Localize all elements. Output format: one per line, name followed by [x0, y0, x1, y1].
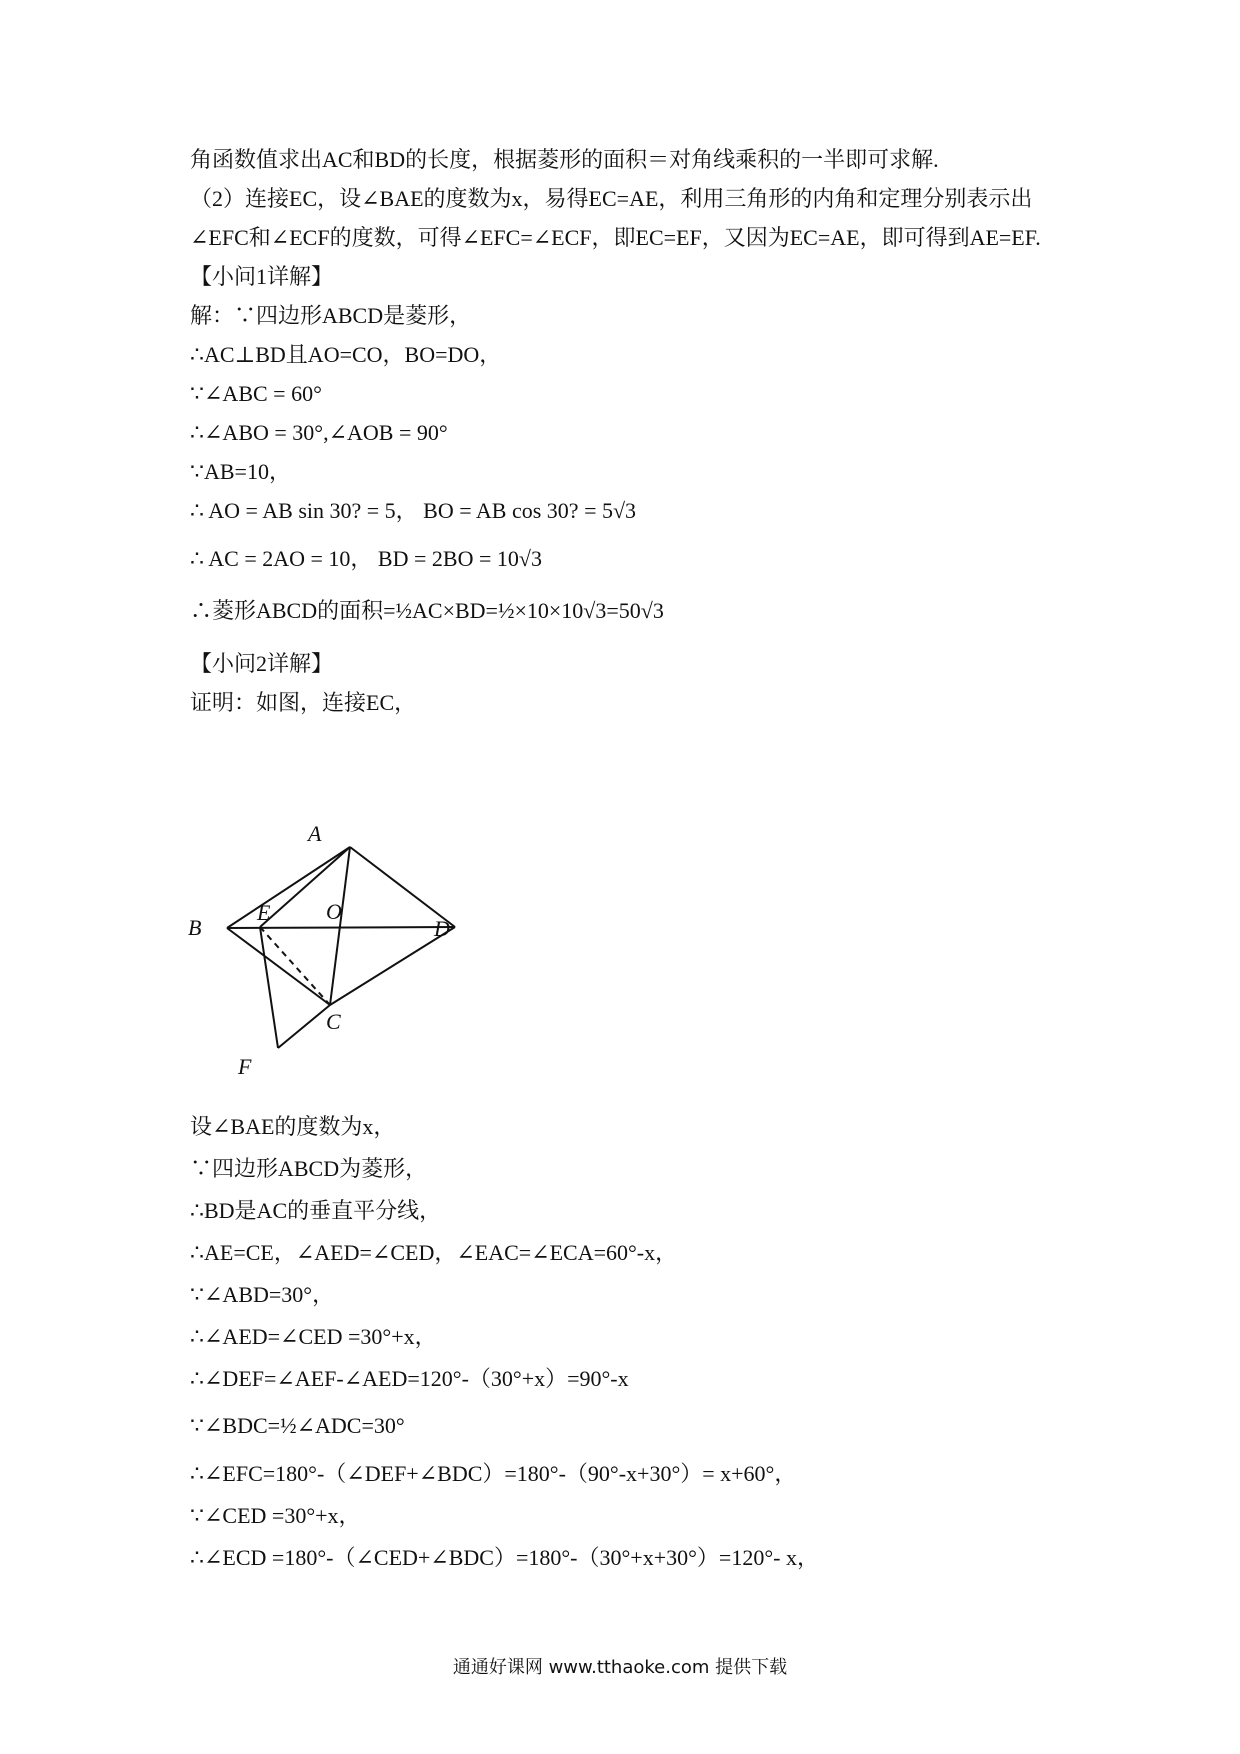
text-line-24: ∵∠CED =30°+x，	[190, 1503, 361, 1528]
text-line-25: ∴∠ECD =180°-（∠CED+∠BDC）=180°-（30°+x+30°）=120°- x，	[190, 1545, 819, 1570]
text-line-21: ∴∠DEF=∠AEF-∠AED=120°-（30°+x）=90°-x	[190, 1366, 629, 1391]
text-line-17: ∴BD是AC的垂直平分线，	[190, 1198, 442, 1223]
text-line-23: ∴∠EFC=180°-（∠DEF+∠BDC）=180°-（90°-x+30°）= x+60°，	[190, 1461, 797, 1486]
text-line-19: ∵∠ABD=30°，	[190, 1282, 335, 1307]
text-line-8: ∴∠ABO = 30°,∠AOB = 90°	[190, 420, 448, 445]
text-line-12: ∴菱形ABCD的面积=½AC×BD=½×10×10√3=50√3	[190, 598, 664, 623]
text-line-14: 证明：如图，连接EC，	[190, 690, 417, 715]
segment-fc	[278, 1005, 330, 1048]
label-e: E	[257, 900, 271, 925]
text-line-10: ∴ AO = AB sin 30? = 5， BO = AB cos 30? = 5√3	[190, 498, 637, 523]
label-d: D	[434, 916, 450, 941]
text-line-1: 角函数值求出AC和BD的长度，根据菱形的面积＝对角线乘积的一半即可求解.	[190, 147, 939, 172]
text-line-16: ∵四边形ABCD为菱形，	[190, 1156, 428, 1181]
text-line-3: ∠EFC和∠ECF的度数，可得∠EFC=∠ECF，即EC=EF，又因为EC=AE，即可得到AE=EF.	[190, 225, 1041, 250]
text-line-22: ∵∠BDC=½∠ADC=30°	[190, 1413, 405, 1438]
text-line-6: ∴AC⊥BD且AO=CO，BO=DO，	[190, 342, 502, 367]
text-line-2: （2）连接EC，设∠BAE的度数为x，易得EC=AE，利用三角形的内角和定理分别表示出	[190, 186, 1033, 211]
text-line-7: ∵∠ABC = 60°	[190, 381, 322, 406]
label-o: O	[326, 899, 342, 924]
text-line-5: 解：∵四边形ABCD是菱形，	[190, 303, 472, 328]
text-line-11: ∴ AC = 2AO = 10， BD = 2BO = 10√3	[190, 546, 542, 571]
geometry-figure	[188, 805, 500, 1085]
segment-da	[350, 847, 455, 927]
section-heading-1: 【小问1详解】	[190, 264, 334, 289]
segment-bc	[227, 928, 330, 1005]
diagonal-ac	[330, 847, 350, 1005]
label-b: B	[188, 915, 202, 940]
label-a: A	[308, 821, 322, 846]
label-c: C	[326, 1009, 341, 1034]
label-f: F	[238, 1054, 252, 1079]
section-heading-2: 【小问2详解】	[190, 651, 334, 676]
text-line-15: 设∠BAE的度数为x，	[190, 1114, 396, 1139]
text-line-18: ∴AE=CE，∠AED=∠CED，∠EAC=∠ECA=60°-x，	[190, 1240, 678, 1265]
text-line-9: ∵AB=10，	[190, 459, 291, 484]
page-footer: 通通好课网 www.tthaoke.com 提供下载	[452, 1657, 788, 1678]
text-line-20: ∴∠AED=∠CED =30°+x，	[190, 1324, 437, 1349]
